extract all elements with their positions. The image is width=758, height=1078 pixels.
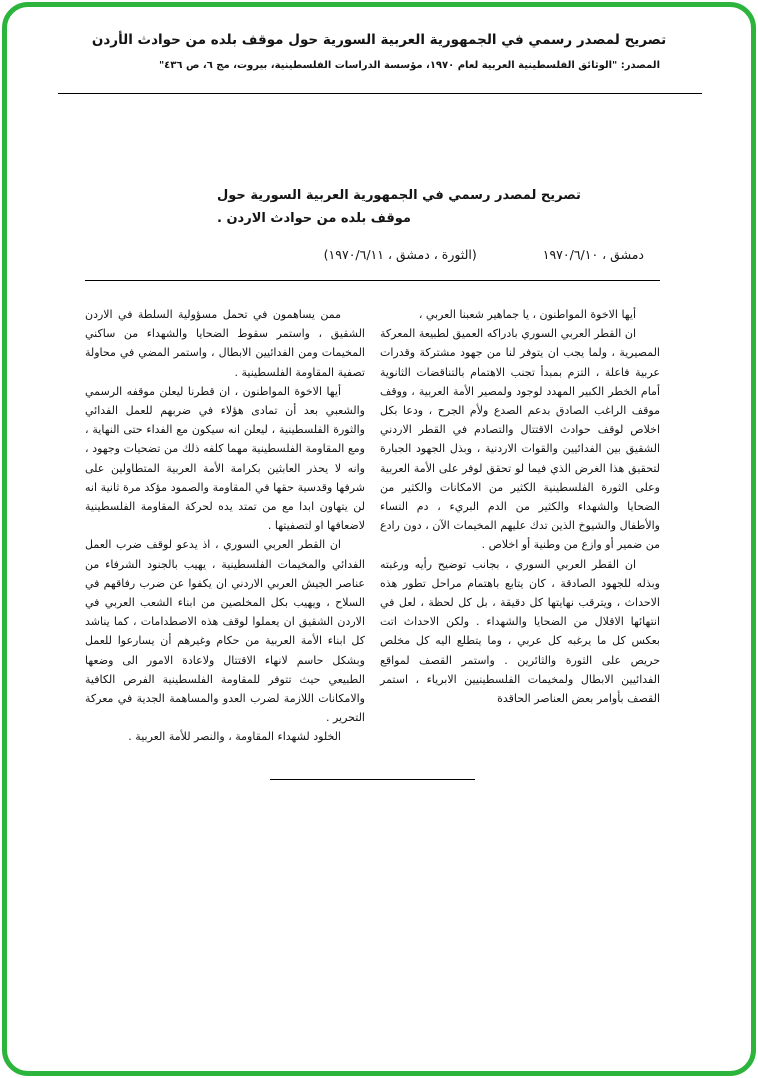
column-right [380, 305, 660, 747]
document-title [217, 184, 660, 230]
text-columns [85, 305, 660, 747]
dateline-place-date: دمشق ، ١٩٧٠/٦/١٠ [542, 247, 644, 262]
header-title: تصريح لمصدر رسمي في الجمهورية العربية السورية حول موقف بلده من حوادث الأردن [91, 32, 667, 48]
paragraph: ممن يساهمون في تحمل مسؤولية السلطة في الاردن الشقيق ، واستمر سقوط الضحايا والشهداء من ساكني المخيمات ومن الفدائيين الابطال ، واستمر المضي في محاولة تصفية المقاومة الفلسطينية . [85, 308, 365, 379]
document-title-line-1: تصريح لمصدر رسمي في الجمهورية العربية السورية حول [217, 188, 581, 203]
paragraph: الخلود لشهداء المقاومة ، والنصر للأمة العربية . [128, 730, 341, 744]
dateline-publication: (الثورة ، دمشق ، ١٩٧٠/٦/١١) [323, 247, 477, 262]
column-left [85, 305, 365, 747]
paragraph: ان القطر العربي السوري ، بجانب توضيح رأيه ورغبته وبذله للجهود الصادقة ، كان يتابع باهتمام مراحل تطور هذه الاحداث ، ويترقب نهايتها كل دقيقة ، بل كل لحظة ، لعل في انتهائها الاقلال من الضحايا والشهداء . ولكن الاحداث اتت بعكس كل ما يرغبه كل عربي ، وما يتطلع اليه كل مخلص حريص على الثورة والثائرين . واستمر القصف لمواقع الفدائيين الابطال ولمخيمات الفلسطينيين الابرياء ، استمر القصف بأوامر بعض العناصر الحاقدة [380, 557, 660, 706]
body-divider [85, 280, 660, 281]
paragraph: ان القطر العربي السوري ، اذ يدعو لوقف ضرب العمل الفدائي والمخيمات الفلسطينية ، يهيب بالجنود الشرفاء من عناصر الجيش العربي الاردني ان يكفوا عن ضرب رفاقهم في السلاح ، ويهيب بكل المخلصين من ابناء الشعب العربي في الاردن الشقيق ان يعملوا لوقف هذه الاصطدامات ، كما يناشد كل ابناء الأمة العربية من حكام وغيرهم أن يسارعوا للعمل وبشكل حاسم لانهاء الاقتتال ولاعادة الامور الى وضعها الطبيعي حيث تتوفر للمقاومة الفلسطينية الفرص الكافية والامكانات اللازمة لضرب العدو والمساهمة الجدية في معركة التحرير . [85, 538, 365, 725]
dateline [85, 247, 660, 262]
document-body [85, 184, 660, 780]
paragraph: أيها الاخوة المواطنون ، ان قطرنا ليعلن موقفه الرسمي والشعبي بعد أن تمادى هؤلاء في ضربهم للعمل الفدائي والثورة الفلسطينية ، ليعلن انه سيكون مع الفداء حتى النهاية ، ومع المقاومة الفلسطينية مهما كلفه ذلك من تضحيات وجهود ، وانه لا يحذر العابثين بكرامة الأمة العربية المتطاولين على شرفها وقدسية حقها في المقاومة والصمود مؤكد مرة ثانية انه لن يتهاون ابدا مع من تمتد يده لحركة المقاومة الفلسطينية لاضعافها او لتصفيتها . [85, 384, 365, 533]
paragraph: ان القطر العربي السوري بادراكه العميق لطبيعة المعركة المصيرية ، ولما يجب ان يتوفر لنا من جهود مشتركة وقدرات عربية فاعلة ، التزم بمبدأ تجنب الاهتمام بالتناقضات الثانوية أمام الخطر الكبير المهدد لوجود ولمصير الأمة العربية ، ووقف موقف الراغب الصادق بدعم الصدع ولأم الجرح ، ودعا بكل اخلاص لوقف حوادث الاقتتال والتصادم في القطر الاردني الشقيق بين الفدائيين والقوات الاردنية ، وبذل الجهود الجبارة لتحقيق هذا الغرض الذي فيما لو تحقق لوفر على الأمة العربية وعلى الثورة الفلسطينية الكثير من الامكانات والكثير من الضحايا والشهداء والكثير من الدم البريء ، دم النساء والأطفال والشيوخ الذين تدك عليهم المخيمات الآن ، دون رادع من ضمير أو وازع من وطنية أو اخلاص . [380, 327, 660, 552]
header [0, 0, 758, 71]
end-divider [270, 779, 475, 780]
paragraph: أيها الاخوة المواطنون ، يا جماهير شعبنا العربي ، [418, 308, 636, 321]
document-title-line-2: موقف بلده من حوادث الاردن . [217, 211, 411, 226]
header-divider [58, 93, 702, 94]
header-source: المصدر: "الوثائق الفلسطينية العربية لعام ١٩٧٠، مؤسسة الدراسات الفلسطينية، بيروت، مج ٦، ص ٤٣٦" [158, 60, 660, 71]
